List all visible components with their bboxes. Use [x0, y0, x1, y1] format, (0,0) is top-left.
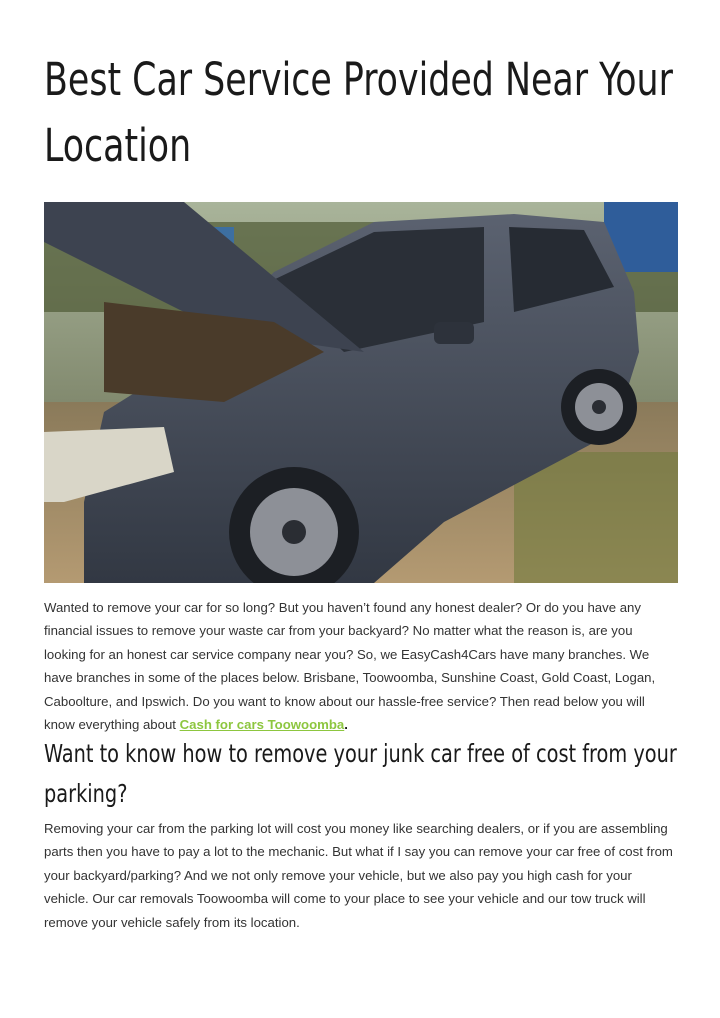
- intro-text: Wanted to remove your car for so long? But you haven’t found any honest dealer? Or do you have any financial issues to remove your waste car from your backyard? No matter what the reason is, are you looking for an honest car service company near you? So, we EasyCash4Cars have many branches. We have branches in some of the places below. Brisbane, Toowoomba, Sunshine Coast, Gold Coast, Logan, Caboolture, and Ipswich. Do you want to know about our hassle-free service? Then read below you will know everything about: [44, 600, 656, 733]
- car-illustration: [44, 202, 678, 583]
- intro-end: .: [344, 717, 348, 733]
- page-title: Best Car Service Provided Near Your Location: [44, 53, 673, 172]
- intro-paragraph: [44, 596, 678, 736]
- section-heading: Want to know how to remove your junk car free of cost from your parking?: [44, 739, 677, 808]
- section-paragraph: Removing your car from the parking lot will cost you money like searching dealers, or if you are assembling parts then you have to pay a lot to the mechanic. But what if I say you can remove your car free of cost from your backyard/parking? And we not only remove your vehicle, but we also pay you high cash for your vehicle. Our car removals Toowoomba will come to your place to see your vehicle and our tow truck will remove your vehicle safely from its location.: [44, 821, 673, 930]
- car-photo: [44, 202, 678, 583]
- cash-for-cars-link[interactable]: Cash for cars Toowoomba: [179, 717, 345, 733]
